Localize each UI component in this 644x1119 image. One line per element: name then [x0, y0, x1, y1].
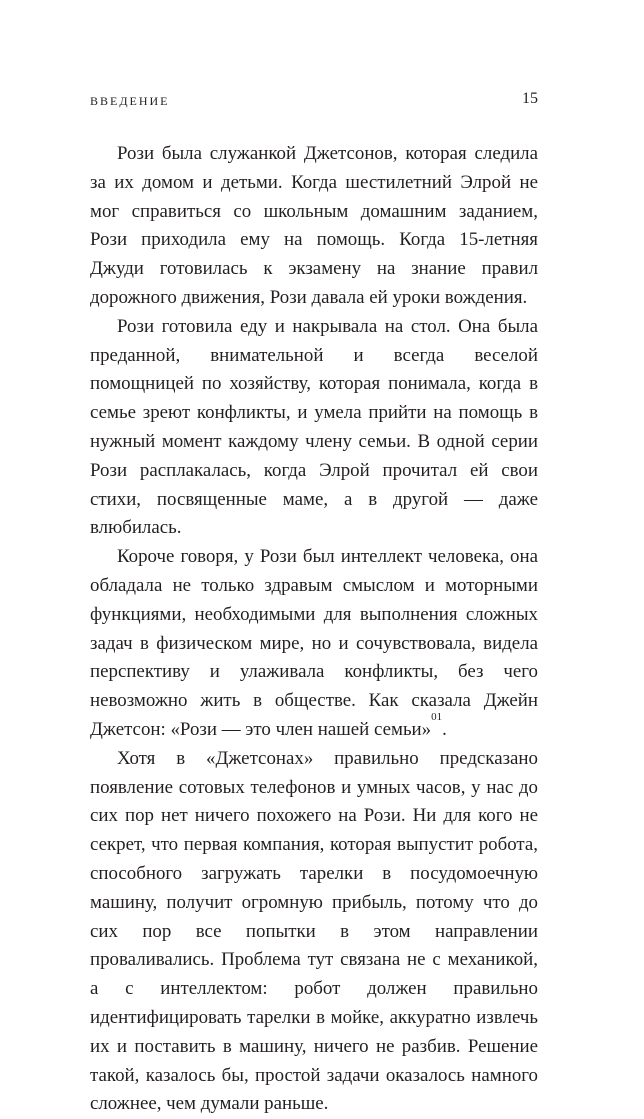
paragraph — [90, 543, 538, 745]
running-head — [90, 90, 538, 114]
footnote-marker: 01 — [431, 710, 443, 723]
body-text — [90, 140, 538, 1119]
paragraph — [90, 140, 538, 313]
paragraph — [90, 313, 538, 543]
paragraph-text: Хотя в «Джетсонах» правильно предсказано появление сотовых телефонов и умных часов, у нас до сих пор нет ничего похожего на Рози. Ни для кого не секрет, что первая компания, которая выпустит робота, способного загружать тарелки в посудомоечную машину, получит огромную прибыль, потому что до сих пор все попытки в этом направлении проваливались. Проблема тут связана не с механикой, а с интеллектом: робот должен правильно идентифицировать тарелки в мойке, аккуратно извлечь их и поставить в машину, ничего не разбив. Решение такой, казалось бы, простой задачи оказалось намного сложнее, чем думали раньше. — [90, 747, 538, 1115]
paragraph-text: Короче говоря, у Рози был интеллект человека, она обладала не только здравым смыслом и моторными функциями, необходимыми для выполнения сложных задач в физическом мире, но и сочувствовала, видела перспективу и улаживала конфликты, без чего невозможно жить в обществе. Как сказала Джейн Джетсон: «Рози — это член нашей семьи» — [90, 546, 538, 740]
section-title: ВВЕДЕНИЕ — [90, 94, 170, 108]
paragraph-text: Рози была служанкой Джетсонов, которая следила за их домом и детьми. Когда шестилетний Элрой не мог справиться со школьным домашним заданием, Рози приходила ему на помощь. Когда 15-летняя Джуди готовилась к экзамену на знание правил дорожного движения, Рози давала ей уроки вождения. — [90, 143, 538, 308]
page-number: 15 — [522, 90, 538, 107]
paragraph-text: Рози готовила еду и накрывала на стол. Она была преданной, внимательной и всегда веселой помощницей по хозяйству, которая понимала, когда в семье зреют конфликты, и умела прийти на помощь в нужный момент каждому члену семьи. В одной серии Рози расплакалась, когда Элрой прочитал ей свои стихи, посвященные маме, а в другой — даже влюбилась. — [90, 315, 538, 539]
paragraph — [90, 745, 538, 1119]
paragraph-tail: . — [442, 718, 447, 740]
